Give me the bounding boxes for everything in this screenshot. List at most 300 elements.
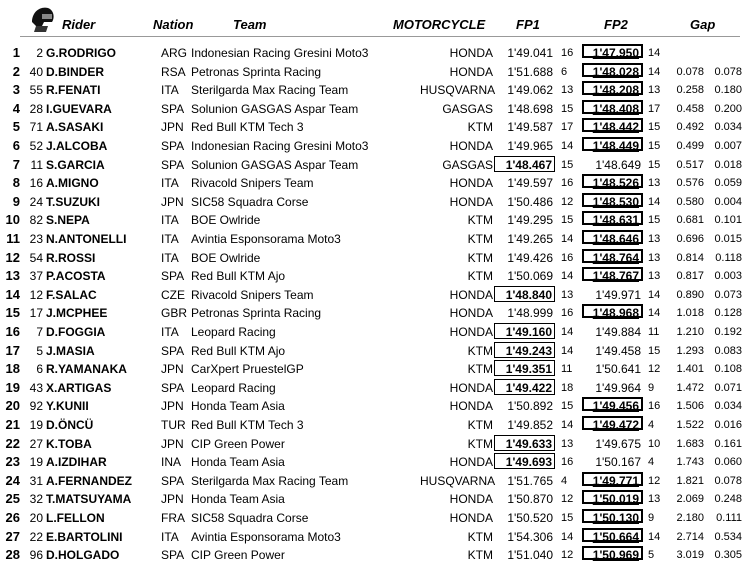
gap-to-first: 0.492 — [676, 121, 704, 134]
position: 27 — [5, 528, 20, 544]
rider-number: 37 — [29, 269, 43, 284]
fp2-time: 1'49.458 — [595, 343, 641, 358]
nation: TUR — [161, 418, 186, 432]
header-team: Team — [233, 17, 267, 32]
fp2-time: 1'50.664 — [582, 528, 643, 542]
fp2-time: 1'48.028 — [582, 63, 643, 77]
table-row — [0, 472, 745, 490]
rider-number: 7 — [36, 325, 43, 339]
header-gap: Gap — [690, 17, 716, 32]
rider-name: D.ÖNCÜ — [46, 418, 94, 432]
gap-to-previous: 0.200 — [714, 102, 742, 115]
rider-name: F.SALAC — [46, 287, 97, 302]
fp2-time: 1'48.764 — [582, 249, 643, 263]
fp2-time: 1'48.449 — [582, 137, 643, 151]
gap-to-previous: 0.015 — [714, 233, 742, 245]
fp2-lap: 16 — [648, 400, 661, 413]
fp1-time: 1'49.062 — [507, 83, 553, 98]
fp1-lap: 12 — [561, 493, 574, 506]
motorcycle: HUSQVARNA — [420, 83, 496, 98]
team-name: CIP Green Power — [191, 548, 285, 563]
rider-number: 27 — [29, 436, 43, 451]
fp1-lap: 14 — [561, 233, 574, 245]
motorcycle: HONDA — [449, 306, 493, 321]
team-name: Petronas Sprinta Racing — [191, 306, 322, 321]
fp2-lap: 14 — [648, 530, 661, 543]
fp2-lap: 12 — [648, 363, 661, 376]
nation: SPA — [161, 343, 185, 358]
fp1-time: 1'54.306 — [507, 529, 553, 544]
fp1-time: 1'49.422 — [494, 379, 555, 395]
motorcycle: KTM — [467, 232, 493, 246]
rider-number: 19 — [29, 418, 43, 432]
fp2-time: 1'49.964 — [595, 380, 641, 395]
position: 9 — [12, 193, 20, 209]
fp1-lap: 18 — [561, 381, 574, 394]
rider-number: 82 — [29, 213, 43, 228]
motorcycle: HONDA — [449, 325, 493, 339]
fp2-lap: 14 — [648, 307, 661, 320]
rider-name: R.FENATI — [46, 83, 101, 98]
rider-number: 12 — [29, 287, 43, 302]
rider-name: I.GUEVARA — [46, 101, 112, 116]
fp2-time: 1'50.167 — [595, 455, 641, 470]
nation: JPN — [161, 362, 184, 377]
rider-number: 28 — [29, 101, 43, 116]
fp1-lap: 16 — [561, 251, 574, 264]
position: 19 — [5, 379, 20, 395]
fp2-time: 1'48.526 — [582, 174, 643, 188]
rider-number: 71 — [29, 120, 43, 135]
nation: GBR — [161, 306, 188, 321]
rider-number: 11 — [30, 157, 43, 172]
table-row — [0, 81, 745, 99]
gap-to-first: 2.714 — [676, 530, 704, 543]
fp2-time: 1'49.456 — [582, 397, 643, 411]
team-name: Leopard Racing — [191, 325, 276, 339]
gap-to-first: 1.683 — [676, 437, 704, 450]
fp1-lap: 14 — [561, 419, 574, 431]
motorcycle: HONDA — [449, 194, 493, 209]
position: 3 — [12, 82, 20, 98]
table-row — [0, 509, 745, 527]
fp1-time: 1'49.160 — [494, 323, 555, 339]
fp2-lap: 13 — [648, 84, 661, 97]
rider-number: 6 — [36, 362, 43, 377]
fp2-time: 1'47.950 — [582, 44, 643, 58]
rider-name: D.FOGGIA — [46, 325, 106, 339]
gap-to-first: 1.401 — [676, 363, 704, 376]
rider-number: 2 — [36, 46, 43, 60]
fp1-time: 1'48.467 — [494, 156, 555, 172]
fp2-lap: 15 — [648, 121, 661, 134]
position: 23 — [5, 454, 20, 470]
fp1-time: 1'49.426 — [507, 250, 553, 265]
table-row — [0, 435, 745, 453]
gap-to-first: 1.506 — [676, 400, 704, 413]
nation: ITA — [161, 232, 179, 246]
team-name: Red Bull KTM Tech 3 — [191, 418, 304, 432]
team-name: Honda Team Asia — [191, 455, 285, 470]
fp2-lap: 15 — [648, 344, 661, 357]
fp1-lap: 6 — [561, 65, 568, 78]
gap-to-first: 0.890 — [676, 288, 704, 301]
fp1-time: 1'49.965 — [507, 139, 553, 153]
gap-to-first: 0.499 — [676, 140, 704, 152]
position: 15 — [5, 305, 20, 321]
gap-to-previous: 0.003 — [714, 270, 742, 283]
rider-name: X.ARTIGAS — [46, 380, 112, 395]
gap-to-first: 1.018 — [676, 307, 704, 320]
nation: SPA — [161, 157, 185, 172]
position: 14 — [5, 286, 20, 302]
rider-number: 19 — [29, 455, 43, 470]
fp1-lap: 13 — [561, 437, 574, 450]
gap-to-first: 1.210 — [676, 326, 704, 338]
fp2-time: 1'50.641 — [595, 362, 641, 377]
motorcycle: GASGAS — [442, 101, 493, 116]
gap-to-previous: 0.073 — [714, 288, 742, 301]
team-name: BOE Owlride — [191, 250, 261, 265]
team-name: Petronas Sprinta Racing — [191, 64, 322, 79]
table-row — [0, 230, 745, 248]
rider-number: 24 — [29, 194, 43, 209]
nation: ITA — [161, 213, 179, 228]
nation: SPA — [161, 269, 185, 284]
table-row — [0, 379, 745, 397]
rider-name: J.ALCOBA — [46, 139, 108, 153]
header-rider: Rider — [62, 17, 96, 32]
motorcycle: GASGAS — [442, 157, 493, 172]
motorcycle: KTM — [467, 250, 493, 265]
fp1-lap: 17 — [561, 121, 574, 134]
gap-to-previous: 0.111 — [716, 512, 742, 524]
rider-number: 5 — [36, 343, 43, 358]
fp1-lap: 16 — [561, 177, 574, 190]
header-motorcycle: MOTORCYCLE — [393, 17, 486, 32]
motorcycle: KTM — [467, 436, 493, 451]
motorcycle: KTM — [467, 269, 493, 284]
table-row — [0, 528, 745, 546]
gap-to-previous: 0.101 — [714, 214, 742, 227]
fp1-lap: 14 — [561, 530, 574, 543]
motorcycle: HONDA — [449, 511, 493, 525]
fp1-time: 1'51.765 — [507, 473, 553, 488]
fp2-time: 1'50.019 — [582, 490, 643, 504]
fp2-lap: 9 — [648, 381, 655, 394]
rider-name: D.BINDER — [46, 64, 105, 79]
rider-name: N.ANTONELLI — [46, 232, 127, 246]
fp2-time: 1'48.530 — [582, 193, 643, 207]
fp1-time: 1'49.295 — [507, 213, 553, 228]
fp1-lap: 15 — [561, 512, 574, 524]
nation: ARG — [161, 46, 188, 60]
fp2-lap: 4 — [648, 456, 655, 469]
motorcycle: HONDA — [449, 455, 493, 470]
gap-to-previous: 0.248 — [714, 493, 742, 506]
gap-to-first: 2.180 — [676, 512, 704, 524]
rider-number: 54 — [29, 250, 43, 265]
fp1-lap: 4 — [561, 474, 568, 487]
rider-name: R.YAMANAKA — [46, 362, 127, 377]
gap-to-first: 1.472 — [676, 381, 704, 394]
fp1-lap: 14 — [561, 326, 574, 338]
gap-to-previous: 0.018 — [714, 158, 742, 171]
fp1-lap: 14 — [561, 344, 574, 357]
gap-to-previous: 0.060 — [714, 456, 742, 469]
fp2-lap: 13 — [648, 177, 661, 190]
motorcycle: HUSQVARNA — [420, 473, 496, 488]
table-row — [0, 137, 745, 155]
table-row — [0, 174, 745, 192]
team-name: SIC58 Squadra Corse — [191, 511, 309, 525]
team-name: Sterilgarda Max Racing Team — [191, 83, 349, 98]
table-row — [0, 304, 745, 322]
rider-number: 55 — [29, 83, 43, 98]
rider-number: 22 — [29, 529, 43, 544]
fp1-lap: 15 — [561, 400, 574, 413]
fp2-time: 1'48.767 — [582, 267, 643, 281]
fp1-time: 1'51.688 — [507, 64, 553, 79]
fp1-lap: 16 — [561, 47, 574, 59]
gap-to-previous: 0.007 — [714, 140, 742, 152]
fp1-lap: 11 — [561, 363, 573, 376]
gap-to-previous: 0.192 — [714, 326, 742, 338]
fp2-time: 1'48.646 — [582, 230, 643, 244]
rider-name: S.GARCIA — [46, 157, 105, 172]
fp2-time: 1'48.968 — [582, 304, 643, 318]
nation: ITA — [161, 529, 179, 544]
gap-to-previous: 0.534 — [714, 530, 742, 543]
nation: JPN — [161, 436, 184, 451]
rider-name: A.FERNANDEZ — [46, 473, 132, 488]
fp2-lap: 5 — [648, 549, 655, 562]
position: 28 — [5, 547, 20, 563]
fp1-lap: 15 — [561, 158, 574, 171]
header-fp2: FP2 — [604, 17, 628, 32]
position: 16 — [5, 324, 20, 339]
team-name: Solunion GASGAS Aspar Team — [191, 101, 359, 116]
team-name: Leopard Racing — [191, 380, 276, 395]
gap-to-previous: 0.059 — [714, 177, 742, 190]
motorcycle: KTM — [467, 120, 493, 135]
table-row — [0, 100, 745, 118]
motorcycle: HONDA — [449, 64, 493, 79]
gap-to-previous: 0.180 — [714, 84, 742, 97]
nation: FRA — [161, 511, 185, 525]
rider-name: J.MASIA — [46, 343, 95, 358]
team-name: Honda Team Asia — [191, 399, 285, 414]
fp2-lap: 13 — [648, 493, 661, 506]
table-row — [0, 360, 745, 378]
rider-name: L.FELLON — [46, 511, 105, 525]
table-header — [0, 0, 745, 34]
fp1-lap: 16 — [561, 307, 574, 320]
table-row — [0, 249, 745, 267]
header-nation: Nation — [153, 17, 194, 32]
rider-name: J.MCPHEE — [46, 306, 108, 321]
motorcycle: HONDA — [449, 399, 493, 414]
rider-name: D.HOLGADO — [46, 548, 120, 563]
team-name: Rivacold Snipers Team — [191, 287, 314, 302]
fp1-time: 1'50.069 — [507, 269, 553, 284]
team-name: Honda Team Asia — [191, 492, 285, 507]
fp2-lap: 11 — [648, 326, 660, 338]
fp1-time: 1'49.351 — [494, 360, 555, 376]
fp2-lap: 15 — [648, 140, 661, 152]
rider-helmet-icon — [28, 4, 56, 34]
nation: SPA — [161, 473, 185, 488]
table-row — [0, 323, 745, 341]
table-row — [0, 118, 745, 136]
gap-to-previous: 0.161 — [714, 437, 742, 450]
gap-to-first: 3.019 — [676, 549, 704, 562]
gap-to-first: 0.576 — [676, 177, 704, 190]
nation: ITA — [161, 176, 179, 191]
fp2-lap: 13 — [648, 233, 661, 245]
team-name: Rivacold Snipers Team — [191, 176, 314, 191]
fp1-time: 1'48.840 — [494, 286, 555, 302]
position: 13 — [5, 268, 20, 284]
gap-to-previous: 0.128 — [714, 307, 742, 320]
fp2-time: 1'49.675 — [595, 436, 641, 451]
gap-to-first: 0.580 — [676, 195, 704, 208]
rider-number: 43 — [29, 380, 43, 395]
rider-number: 40 — [29, 64, 43, 79]
table-row — [0, 286, 745, 304]
table-row — [0, 546, 745, 564]
gap-to-previous: 0.078 — [714, 65, 742, 78]
rider-number: 32 — [29, 492, 43, 507]
position: 1 — [12, 45, 20, 60]
position: 18 — [5, 361, 20, 377]
fp1-time: 1'49.041 — [507, 46, 553, 60]
motorcycle: KTM — [467, 362, 493, 377]
rider-number: 20 — [29, 511, 43, 525]
team-name: Avintia Esponsorama Moto3 — [191, 529, 341, 544]
gap-to-first: 1.522 — [676, 419, 704, 431]
fp1-time: 1'49.265 — [507, 232, 553, 246]
fp1-time: 1'49.633 — [494, 435, 555, 451]
fp2-lap: 9 — [648, 512, 655, 524]
fp2-lap: 13 — [648, 270, 661, 283]
fp2-time: 1'50.969 — [582, 546, 643, 560]
rider-name: Y.KUNII — [46, 399, 89, 414]
rider-number: 92 — [29, 399, 43, 414]
rider-name: R.ROSSI — [46, 250, 96, 265]
nation: JPN — [161, 492, 184, 507]
team-name: Indonesian Racing Gresini Moto3 — [191, 46, 369, 60]
fp1-lap: 12 — [561, 549, 574, 562]
rider-name: S.NEPA — [46, 213, 90, 228]
fp2-time: 1'50.130 — [582, 509, 643, 523]
fp1-time: 1'50.892 — [507, 399, 553, 414]
rider-number: 16 — [29, 176, 43, 191]
fp1-lap: 13 — [561, 84, 574, 97]
gap-to-first: 0.814 — [676, 251, 704, 264]
nation: SPA — [161, 101, 185, 116]
team-name: Solunion GASGAS Aspar Team — [191, 157, 359, 172]
table-row — [0, 453, 745, 471]
rider-name: T.SUZUKI — [46, 194, 100, 209]
fp2-lap: 14 — [648, 65, 661, 78]
fp2-time: 1'48.208 — [582, 81, 643, 95]
gap-to-first: 0.458 — [676, 102, 704, 115]
team-name: CIP Green Power — [191, 436, 285, 451]
table-row — [0, 397, 745, 415]
fp2-time: 1'49.884 — [595, 325, 641, 339]
fp2-time: 1'48.649 — [595, 157, 641, 172]
fp1-time: 1'50.520 — [507, 511, 553, 525]
gap-to-previous: 0.034 — [714, 400, 742, 413]
gap-to-first: 1.293 — [676, 344, 704, 357]
gap-to-previous: 0.118 — [715, 251, 742, 264]
team-name: Red Bull KTM Tech 3 — [191, 120, 304, 135]
rider-number: 96 — [29, 548, 43, 563]
position: 12 — [5, 249, 20, 265]
header-divider — [20, 36, 740, 37]
nation: JPN — [161, 194, 184, 209]
fp1-lap: 16 — [561, 456, 574, 469]
motorcycle: HONDA — [449, 46, 493, 60]
position: 8 — [12, 175, 20, 191]
table-row — [0, 44, 745, 62]
gap-to-first: 2.069 — [676, 493, 704, 506]
fp1-time: 1'51.040 — [507, 548, 553, 563]
rider-name: A.IZDIHAR — [46, 455, 107, 470]
position: 17 — [5, 342, 20, 358]
rider-number: 23 — [29, 232, 43, 246]
position: 7 — [12, 156, 20, 172]
rider-name: A.SASAKI — [46, 120, 104, 135]
fp1-lap: 14 — [561, 140, 574, 152]
position: 5 — [12, 119, 20, 135]
position: 25 — [5, 491, 20, 507]
fp2-lap: 14 — [648, 195, 661, 208]
fp1-lap: 15 — [561, 102, 574, 115]
nation: JPN — [161, 120, 184, 135]
gap-to-previous: 0.108 — [714, 363, 742, 376]
motorcycle: HONDA — [449, 176, 493, 191]
table-row — [0, 63, 745, 81]
gap-to-previous: 0.078 — [714, 474, 742, 487]
fp1-time: 1'49.243 — [494, 342, 555, 358]
rider-name: T.MATSUYAMA — [46, 492, 132, 507]
fp2-time: 1'48.631 — [582, 211, 643, 225]
fp2-time: 1'49.771 — [582, 472, 643, 486]
fp2-time: 1'49.472 — [582, 416, 643, 430]
rider-number: 17 — [29, 306, 43, 321]
position: 26 — [5, 510, 20, 525]
motorcycle: HONDA — [449, 492, 493, 507]
fp1-time: 1'48.999 — [507, 306, 553, 321]
nation: INA — [161, 455, 182, 470]
team-name: Avintia Esponsorama Moto3 — [191, 232, 341, 246]
fp2-lap: 10 — [648, 437, 661, 450]
table-row — [0, 267, 745, 285]
fp1-time: 1'48.698 — [507, 101, 553, 116]
rider-number: 52 — [29, 139, 43, 153]
gap-to-first: 0.078 — [676, 65, 704, 78]
fp1-lap: 14 — [561, 270, 574, 283]
position: 20 — [5, 398, 20, 414]
motorcycle: HONDA — [449, 380, 493, 395]
fp1-time: 1'49.597 — [507, 176, 553, 191]
nation: JPN — [161, 399, 184, 414]
rider-name: K.TOBA — [46, 436, 92, 451]
table-row — [0, 193, 745, 211]
team-name: Indonesian Racing Gresini Moto3 — [191, 139, 369, 153]
